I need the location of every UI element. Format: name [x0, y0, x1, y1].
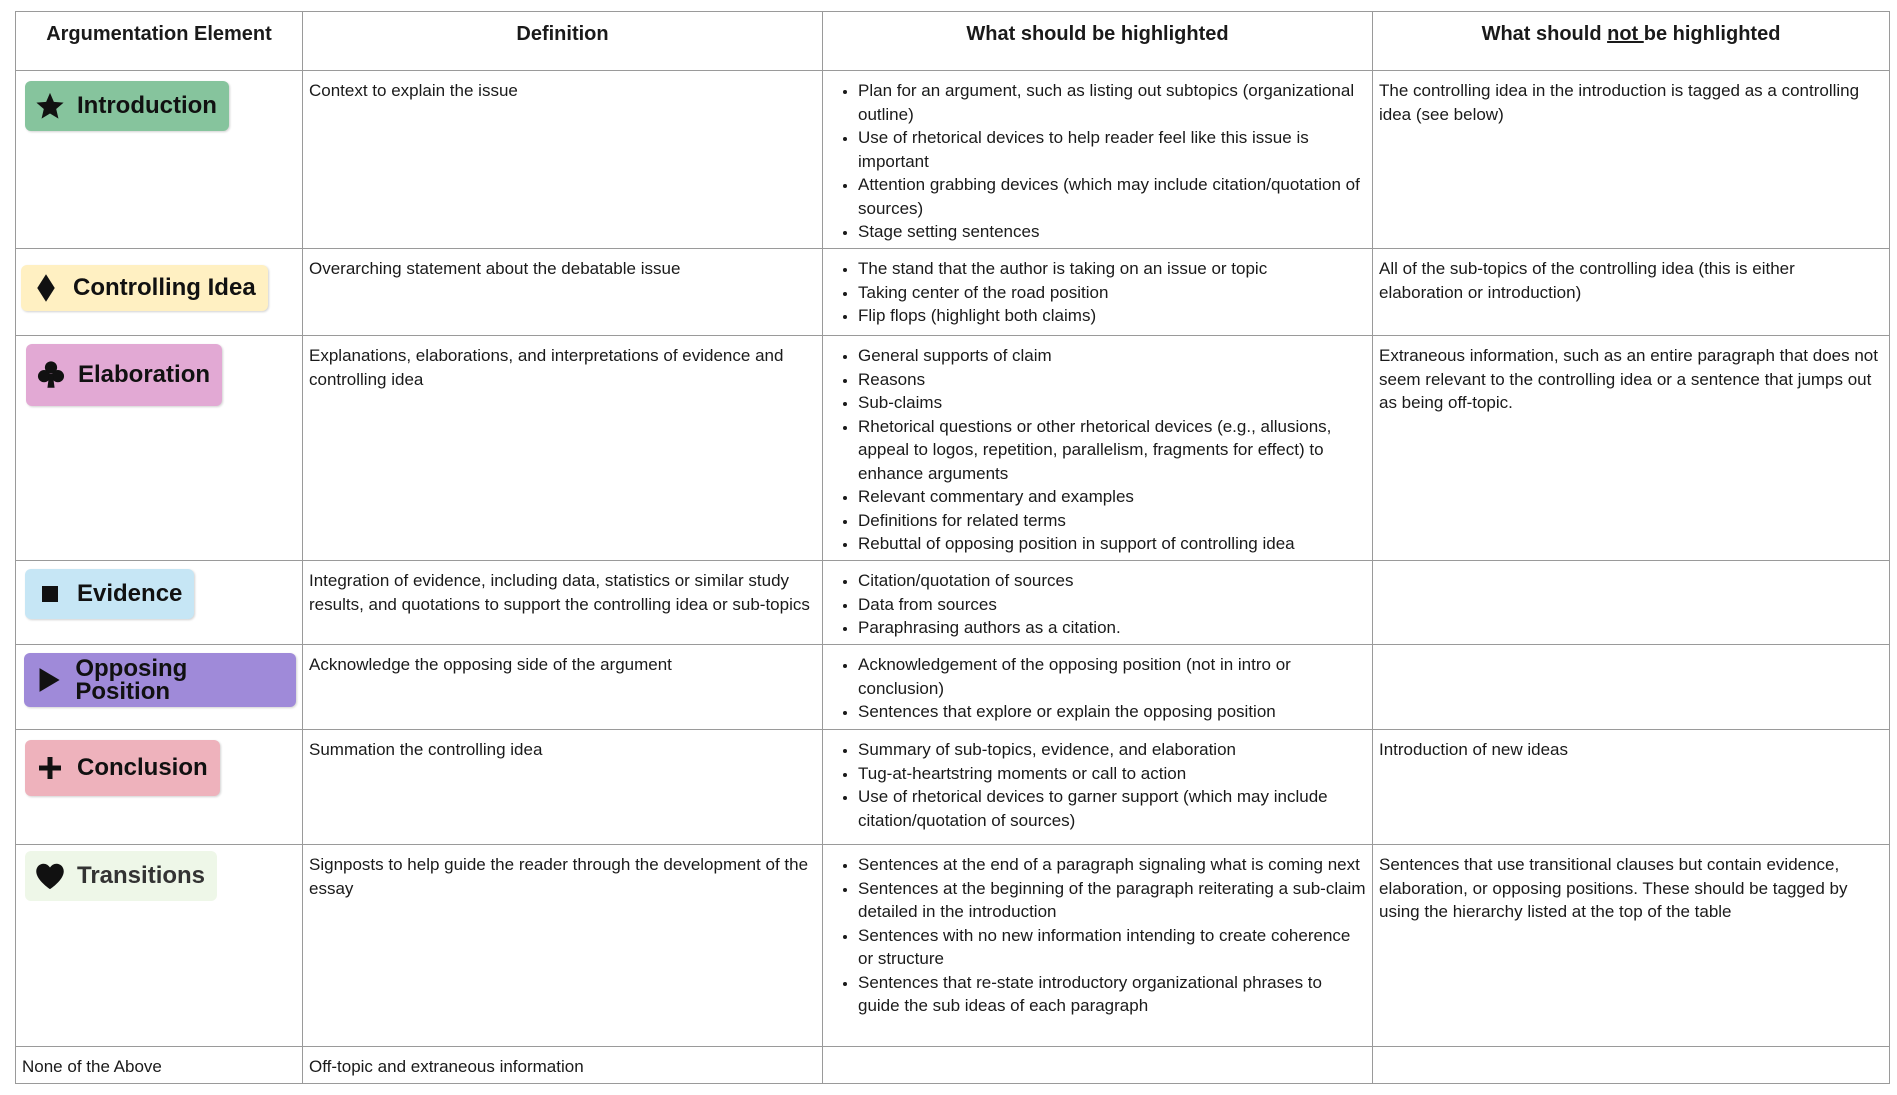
list-item: • Use of rhetorical devices to garner support (which may include citation/quotation of sources): [858, 785, 1366, 832]
table-row: [16, 336, 1890, 561]
table-row: [16, 71, 1890, 249]
list-item: • Flip flops (highlight both claims): [858, 304, 1366, 328]
definition-cell: Overarching statement about the debatable issue: [303, 249, 823, 336]
highlighted-list: [829, 344, 1366, 556]
list-item: • Relevant commentary and examples: [858, 485, 1366, 509]
evidence-chip: [25, 569, 194, 619]
highlighted-list: [829, 738, 1366, 832]
list-item: • Sentences at the end of a paragraph signaling what is coming next: [858, 853, 1366, 877]
not-highlighted-cell: The controlling idea in the introduction is tagged as a controlling idea (see below): [1373, 71, 1890, 249]
not-highlighted-cell: Introduction of new ideas: [1373, 730, 1890, 845]
list-item: • Stage setting sentences: [858, 220, 1366, 244]
definition-cell: Integration of evidence, including data, statistics or similar study results, and quotations to support the controlling idea or sub-topics: [303, 561, 823, 645]
list-item: • Sentences at the beginning of the paragraph reiterating a sub-claim detailed in the introduction: [858, 877, 1366, 924]
play-icon: [34, 667, 63, 693]
not-highlighted-cell: [1373, 561, 1890, 645]
header-argumentation-element: Argumentation Element: [16, 12, 303, 71]
none-of-the-above-label: None of the Above: [16, 1047, 303, 1084]
highlighted-cell: [823, 249, 1373, 336]
argumentation-table: [15, 11, 1890, 1084]
list-item: • Taking center of the road position: [858, 281, 1366, 305]
table-row: [16, 845, 1890, 1047]
controlling-idea-chip: [21, 265, 268, 311]
highlighted-list: [829, 569, 1366, 640]
highlighted-cell: [823, 561, 1373, 645]
list-item: • Sentences with no new information intending to create coherence or structure: [858, 924, 1366, 971]
list-item: • Sentences that explore or explain the opposing position: [858, 700, 1366, 724]
highlighted-cell: [823, 336, 1373, 561]
highlighted-list: [829, 853, 1366, 1018]
element-label: Opposing Position: [75, 654, 188, 705]
table-row: [16, 730, 1890, 845]
element-label: Evidence: [77, 580, 183, 608]
list-item: • Rhetorical questions or other rhetorical devices (e.g., allusions, appeal to logos, repetition, parallelism, fragments for effect) to enhance arguments: [858, 415, 1366, 486]
highlighted-cell: [823, 71, 1373, 249]
list-item: • Sentences that re-state introductory organizational phrases to guide the sub ideas of each paragraph: [858, 971, 1366, 1018]
element-label: Conclusion: [77, 754, 208, 782]
square-icon: [35, 585, 65, 603]
not-highlighted-cell: All of the sub-topics of the controlling idea (this is either elaboration or introduction): [1373, 249, 1890, 336]
list-item: • Use of rhetorical devices to help reader feel like this issue is important: [858, 126, 1366, 173]
table-row: [16, 645, 1890, 730]
highlighted-cell: [823, 730, 1373, 845]
list-item: • Data from sources: [858, 593, 1366, 617]
definition-cell: Summation the controlling idea: [303, 730, 823, 845]
list-item: • Plan for an argument, such as listing out subtopics (organizational outline): [858, 79, 1366, 126]
definition-cell: Off-topic and extraneous information: [303, 1047, 823, 1084]
header-highlighted: What should be highlighted: [823, 12, 1373, 71]
not-highlighted-cell: [1373, 645, 1890, 730]
table-row: [16, 561, 1890, 645]
list-item: • Rebuttal of opposing position in support of controlling idea: [858, 532, 1366, 556]
list-item: • Definitions for related terms: [858, 509, 1366, 533]
list-item: • Tug-at-heartstring moments or call to action: [858, 762, 1366, 786]
element-label: Elaboration: [78, 361, 211, 389]
highlighted-list: [829, 653, 1366, 724]
not-highlighted-cell: Sentences that use transitional clauses but contain evidence, elaboration, or opposing positions. These should be tagged by using the hierarchy listed at the top of the table: [1373, 845, 1890, 1047]
highlighted-list: [829, 79, 1366, 244]
elaboration-chip: [26, 344, 222, 406]
highlighted-cell: [823, 1047, 1373, 1084]
definition-cell: Explanations, elaborations, and interpretations of evidence and controlling idea: [303, 336, 823, 561]
club-icon: [36, 360, 66, 390]
definition-cell: Context to explain the issue: [303, 71, 823, 249]
header-row: [16, 12, 1890, 71]
star-icon: [35, 91, 65, 121]
list-item: • Attention grabbing devices (which may include citation/quotation of sources): [858, 173, 1366, 220]
highlighted-list: [829, 257, 1366, 328]
element-label: Introduction: [77, 92, 217, 120]
header-not-underlined: not: [1607, 23, 1644, 45]
diamond-icon: [31, 273, 61, 303]
table-row: [16, 1047, 1890, 1084]
not-highlighted-cell: Extraneous information, such as an entire paragraph that does not seem relevant to the controlling idea or a sentence that jumps out as being off-topic.: [1373, 336, 1890, 561]
header-definition: Definition: [303, 12, 823, 71]
header-not-highlighted-pre: What should: [1481, 23, 1608, 45]
header-not-highlighted-post: be highlighted: [1643, 23, 1781, 45]
conclusion-chip: [25, 740, 220, 796]
element-label: Controlling Idea: [73, 274, 256, 302]
definition-cell: Acknowledge the opposing side of the argument: [303, 645, 823, 730]
list-item: • General supports of claim: [858, 344, 1366, 368]
header-not-highlighted: [1373, 12, 1890, 71]
list-item: • Paraphrasing authors as a citation.: [858, 616, 1366, 640]
list-item: • Citation/quotation of sources: [858, 569, 1366, 593]
highlighted-cell: [823, 845, 1373, 1047]
definition-cell: Signposts to help guide the reader through the development of the essay: [303, 845, 823, 1047]
not-highlighted-cell: [1373, 1047, 1890, 1084]
table-row: [16, 249, 1890, 336]
list-item: • Acknowledgement of the opposing position (not in intro or conclusion): [858, 653, 1366, 700]
highlighted-cell: [823, 645, 1373, 730]
heart-icon: [35, 862, 65, 890]
plus-icon: [35, 756, 65, 780]
list-item: • Sub-claims: [858, 391, 1366, 415]
element-label: Transitions: [77, 862, 206, 890]
list-item: • The stand that the author is taking on an issue or topic: [858, 257, 1366, 281]
introduction-chip: [25, 81, 229, 131]
list-item: • Reasons: [858, 368, 1366, 392]
transitions-chip: [25, 851, 217, 901]
opposing-position-chip: [24, 653, 296, 707]
list-item: • Summary of sub-topics, evidence, and elaboration: [858, 738, 1366, 762]
